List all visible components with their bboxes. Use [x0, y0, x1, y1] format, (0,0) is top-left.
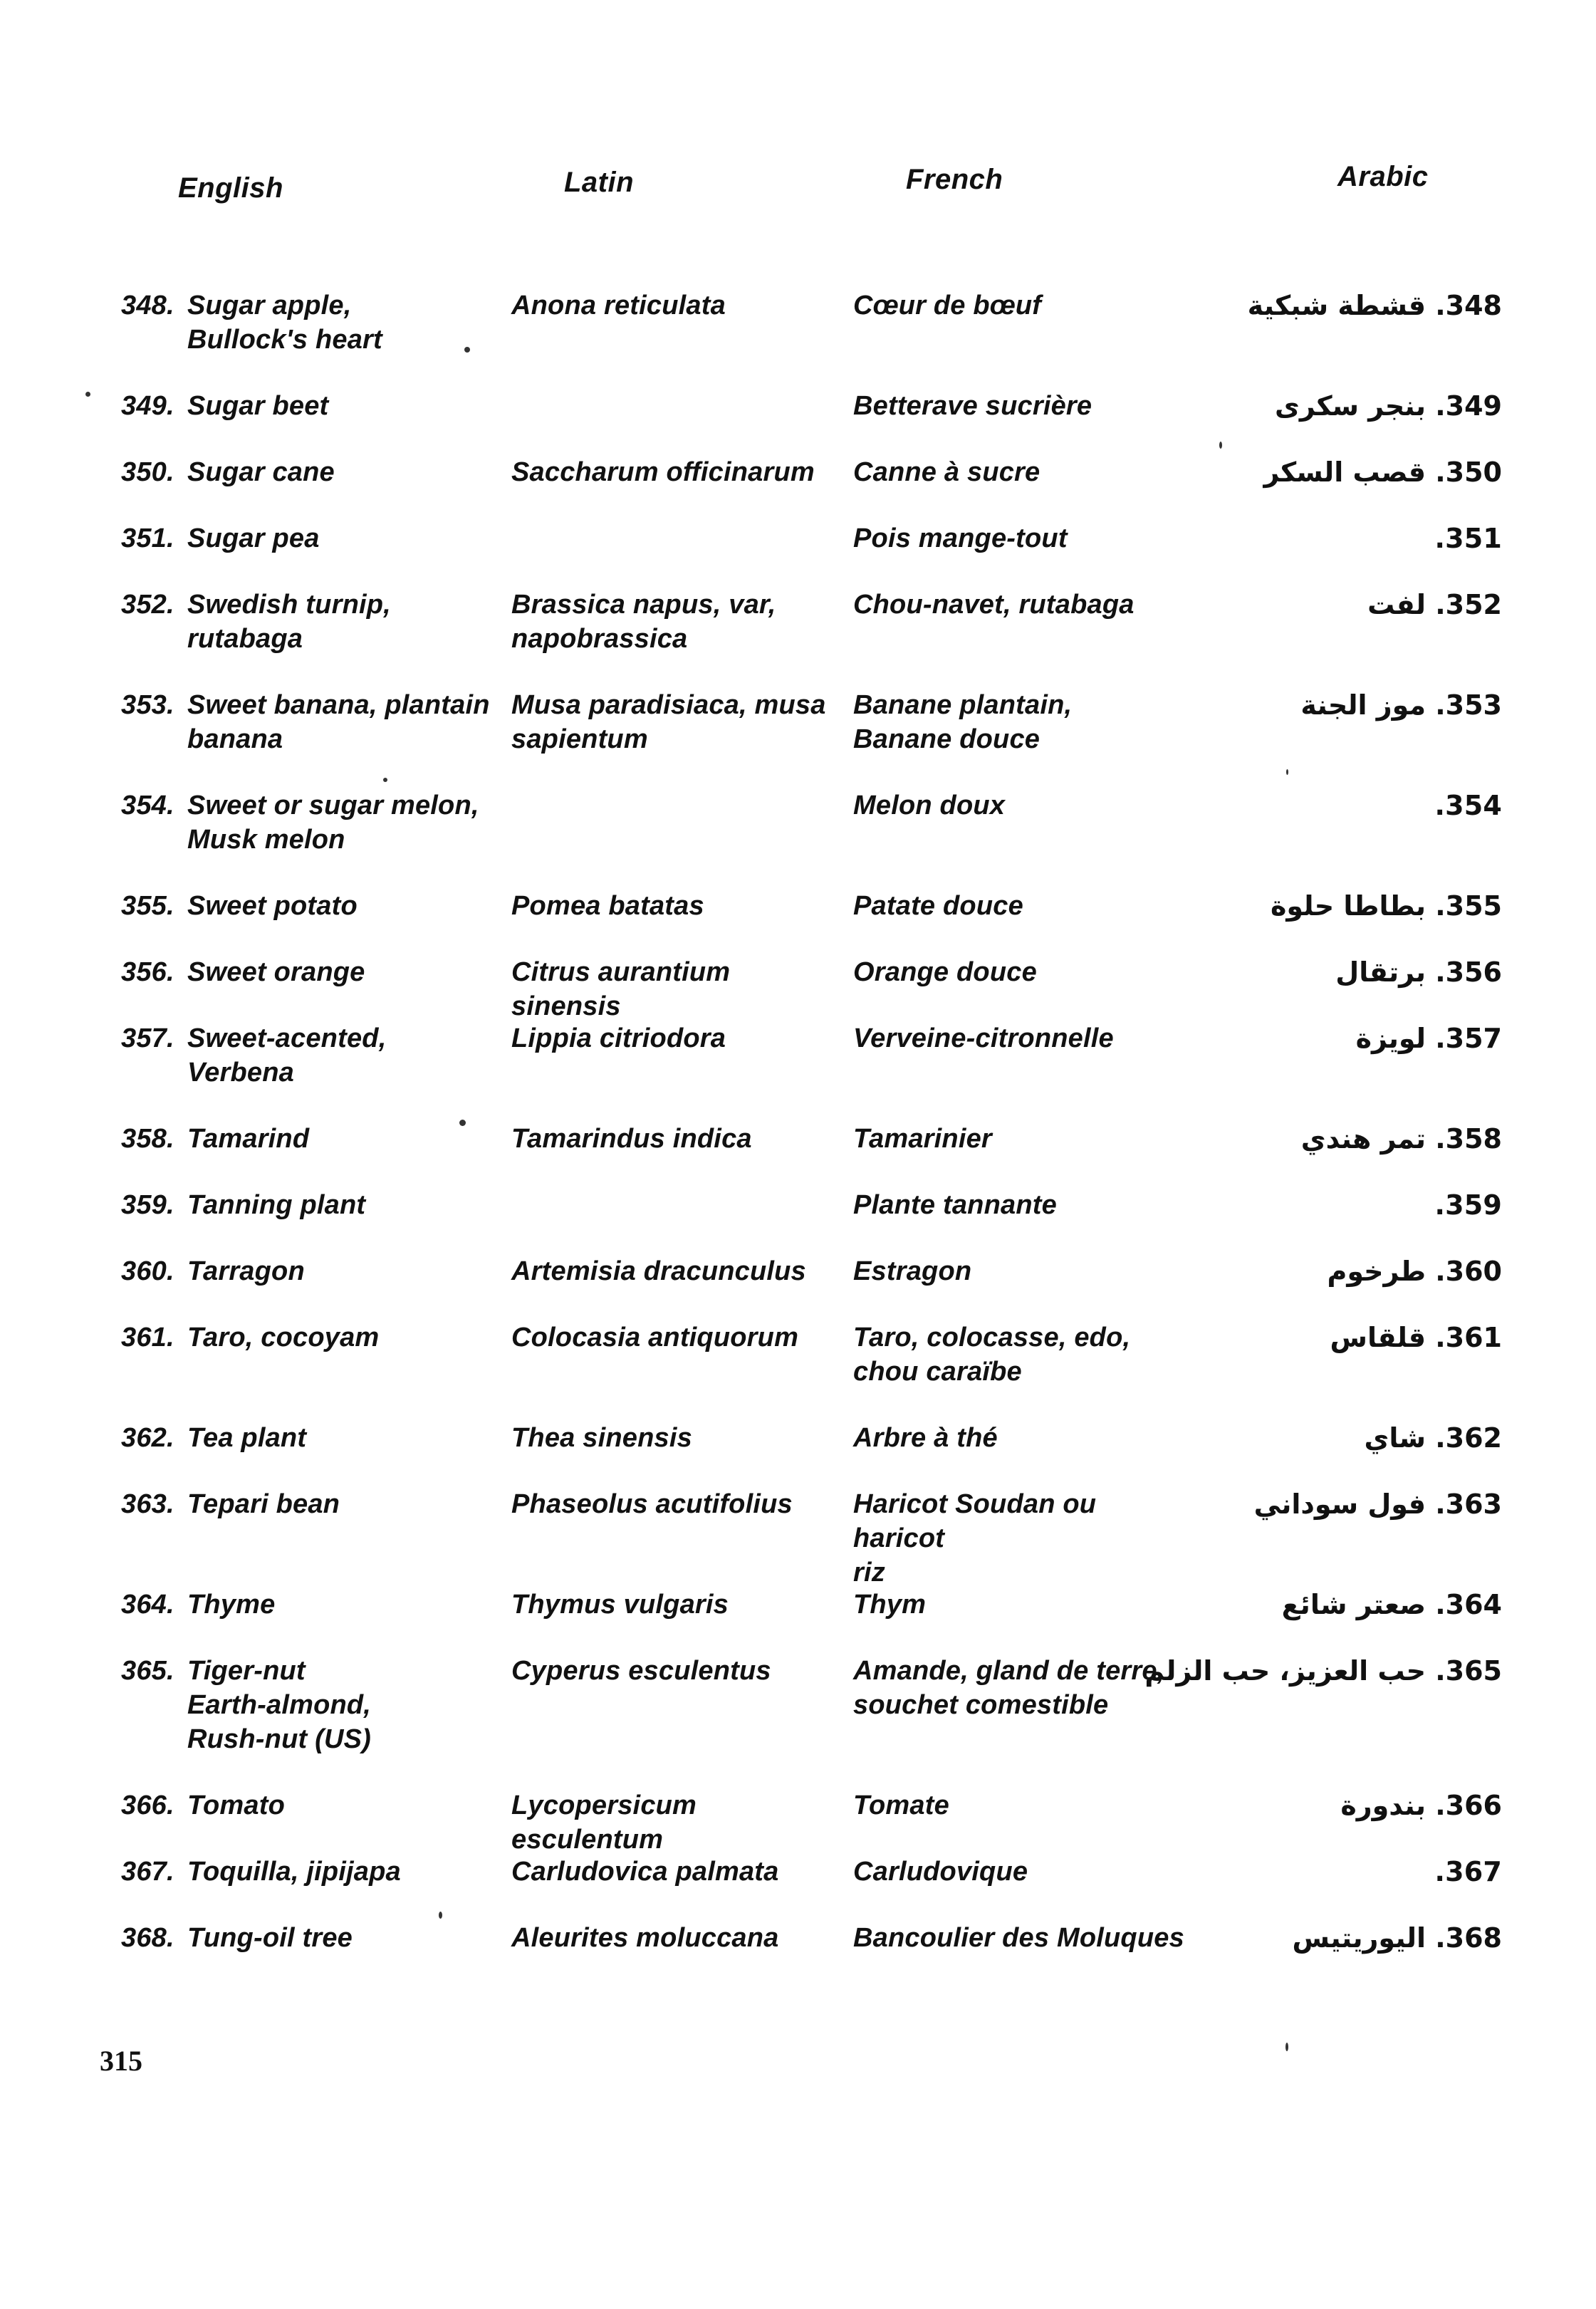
english-term [187, 1421, 501, 1455]
latin-term [511, 1654, 846, 1688]
arabic-term: 352. لفت [1367, 589, 1502, 620]
arabic-term: 368. اليوريتيس [1292, 1922, 1502, 1954]
english-term [187, 688, 501, 756]
latin-term-line: Lycopersicum esculentum [511, 1791, 697, 1855]
entry-number: 350. [121, 457, 174, 487]
latin-term [511, 1487, 846, 1521]
entry-number: 351. [121, 523, 174, 553]
french-term-line: Haricot Soudan ou haricot [853, 1489, 1097, 1553]
latin-term-line: Carludovica palmata [511, 1857, 779, 1887]
entry-number: 360. [121, 1256, 174, 1286]
english-term [187, 588, 501, 656]
french-term-line: Tamarinier [853, 1124, 992, 1154]
arabic-term: 358. تمر هندي [1300, 1123, 1502, 1154]
latin-term-line: Pomea batatas [511, 891, 704, 921]
entry-number: 352. [121, 590, 174, 620]
french-term-line: Pois mange-tout [853, 523, 1068, 553]
entry-number: 355. [121, 891, 174, 921]
arabic-term: 354. [1434, 790, 1502, 821]
english-term [187, 1654, 501, 1756]
french-term-line: souchet comestible [853, 1690, 1109, 1720]
latin-term-line: napobrassica [511, 624, 688, 654]
english-term-line: Tung-oil tree [187, 1923, 353, 1953]
latin-term-line: Artemisia dracunculus [511, 1256, 806, 1286]
english-term-line: Tepari bean [187, 1489, 340, 1519]
arabic-term: 363. فول سوداني [1253, 1489, 1502, 1520]
entry-number: 348. [121, 291, 174, 320]
header-latin: Latin [564, 167, 635, 198]
arabic-term: 367. [1434, 1856, 1502, 1887]
french-term-line: Betterave sucrière [853, 391, 1092, 421]
english-term-line: Sweet banana, plantain [187, 690, 490, 720]
french-term-line: Banane douce [853, 724, 1040, 754]
english-term-line: Tomato [187, 1791, 286, 1820]
french-term-line: Melon doux [853, 791, 1006, 820]
french-term-line: Tomate [853, 1791, 949, 1820]
entry-number: 356. [121, 957, 174, 987]
column-headers [0, 157, 1596, 204]
entry-number: 353. [121, 690, 174, 720]
english-term [187, 288, 501, 357]
latin-term-line: Citrus aurantium sinensis [511, 957, 731, 1021]
latin-term-line: Brassica napus, var, [511, 590, 776, 620]
arabic-term: 365. حب العزيز، حب الزلم [1144, 1655, 1502, 1687]
entry-number: 362. [121, 1423, 174, 1453]
french-term-line: Carludovique [853, 1857, 1028, 1887]
french-term-line: chou caraïbe [853, 1357, 1022, 1387]
french-term-line: Plante tannante [853, 1190, 1057, 1220]
english-term-line: Sugar beet [187, 391, 329, 421]
english-term-line: Sweet-acented, [187, 1023, 387, 1053]
english-term-line: Sweet or sugar melon, [187, 791, 479, 820]
english-term [187, 1487, 501, 1521]
french-term-line: Estragon [853, 1256, 972, 1286]
latin-term-line: Colocasia antiquorum [511, 1323, 799, 1352]
latin-term-line: Saccharum officinarum [511, 457, 815, 487]
latin-term-line: Lippia citriodora [511, 1023, 726, 1053]
english-term [187, 455, 501, 489]
arabic-term: 353. موز الجنة [1300, 689, 1502, 721]
latin-term [511, 688, 846, 756]
entry-number: 358. [121, 1124, 174, 1154]
latin-term [511, 1122, 846, 1156]
arabic-term: 366. بندورة [1340, 1790, 1502, 1821]
latin-term [511, 288, 846, 323]
english-term-line: Toquilla, jipijapa [187, 1857, 401, 1887]
latin-term [511, 1855, 846, 1889]
english-term [187, 1021, 501, 1090]
english-term [187, 1320, 501, 1355]
entry-number: 361. [121, 1323, 174, 1352]
english-term [187, 788, 501, 857]
french-term-line: Canne à sucre [853, 457, 1040, 487]
english-term-line: Verbena [187, 1058, 294, 1088]
scan-speck [383, 778, 387, 782]
english-term-line: Sugar pea [187, 523, 320, 553]
latin-term [511, 1788, 846, 1857]
latin-term-line: Phaseolus acutifolius [511, 1489, 793, 1519]
latin-term-line: Musa paradisiaca, musa [511, 690, 826, 720]
arabic-term: 351. [1434, 523, 1502, 554]
french-term-line: riz [853, 1558, 885, 1588]
scan-speck [85, 392, 90, 397]
english-term-line: Musk melon [187, 825, 345, 855]
english-term [187, 1254, 501, 1288]
arabic-term: 360. طرخوم [1327, 1256, 1502, 1287]
page-number: 315 [100, 2045, 142, 2077]
french-term-line: Cœur de bœuf [853, 291, 1042, 320]
english-term-line: Bullock's heart [187, 325, 382, 355]
entry-number: 366. [121, 1791, 174, 1820]
arabic-term: 348. قشطة شبكية [1247, 290, 1502, 321]
french-term-line: Arbre à thé [853, 1423, 998, 1453]
english-term-line: Taro, cocoyam [187, 1323, 380, 1352]
latin-term [511, 889, 846, 923]
latin-term-line: Aleurites moluccana [511, 1923, 779, 1953]
french-term-line: Orange douce [853, 957, 1037, 987]
latin-term-line: Tamarindus indica [511, 1124, 752, 1154]
latin-term [511, 1588, 846, 1622]
entry-number: 365. [121, 1656, 174, 1686]
english-term-line: Swedish turnip, [187, 590, 391, 620]
latin-term-line: Cyperus esculentus [511, 1656, 771, 1686]
english-term-line: Tiger-nut [187, 1656, 306, 1686]
latin-term [511, 588, 846, 656]
latin-term-line: Thymus vulgaris [511, 1590, 729, 1620]
english-term-line: Sugar apple, [187, 291, 352, 320]
entry-number: 359. [121, 1190, 174, 1220]
entry-number: 368. [121, 1923, 174, 1953]
english-term-line: Rush-nut (US) [187, 1724, 371, 1754]
scan-speck [1285, 2043, 1288, 2051]
latin-term [511, 1921, 846, 1955]
french-term-line: Banane plantain, [853, 690, 1073, 720]
english-term [187, 1855, 501, 1889]
english-term-line: rutabaga [187, 624, 303, 654]
arabic-term: 357. لويزة [1355, 1023, 1502, 1054]
header-arabic: Arabic [1337, 161, 1429, 192]
arabic-term: 350. قصب السكر [1263, 457, 1502, 488]
scan-speck [1286, 769, 1288, 775]
arabic-term: 355. بطاطا حلوة [1271, 890, 1502, 922]
entry-number: 354. [121, 791, 174, 820]
arabic-term: 362. شاي [1364, 1422, 1502, 1454]
scan-speck [464, 347, 470, 353]
latin-term-line: Thea sinensis [511, 1423, 692, 1453]
french-term-line: Bancoulier des Moluques [853, 1923, 1184, 1953]
entry-number: 357. [121, 1023, 174, 1053]
arabic-term: 361. قلقاس [1330, 1322, 1502, 1353]
english-term [187, 955, 501, 989]
arabic-term: 356. برتقال [1335, 957, 1502, 988]
entry-number: 367. [121, 1857, 174, 1887]
french-term-line: Verveine-citronnelle [853, 1023, 1114, 1053]
scan-speck [459, 1120, 466, 1126]
french-term-line: Chou-navet, rutabaga [853, 590, 1135, 620]
latin-term-line: sapientum [511, 724, 648, 754]
french-term-line: Amande, gland de terre, [853, 1656, 1165, 1686]
english-term [187, 521, 501, 556]
entry-number: 364. [121, 1590, 174, 1620]
header-english: English [178, 172, 283, 204]
english-term [187, 1788, 501, 1823]
arabic-term: 349. بنجر سكرى [1275, 390, 1502, 422]
english-term [187, 1122, 501, 1156]
arabic-term: 364. صعتر شائع [1281, 1589, 1502, 1620]
entry-number: 363. [121, 1489, 174, 1519]
english-term-line: Sweet potato [187, 891, 358, 921]
english-term-line: Thyme [187, 1590, 276, 1620]
english-term [187, 1921, 501, 1955]
english-term [187, 1588, 501, 1622]
english-term [187, 389, 501, 423]
english-term-line: Tarragon [187, 1256, 305, 1286]
scan-speck [439, 1912, 442, 1919]
english-term-line: Tea plant [187, 1423, 307, 1453]
french-term-line: Thym [853, 1590, 927, 1620]
latin-term [511, 955, 846, 1023]
english-term-line: Sweet orange [187, 957, 365, 987]
latin-term [511, 1254, 846, 1288]
english-term [187, 889, 501, 923]
english-term [187, 1188, 501, 1222]
latin-term [511, 1421, 846, 1455]
latin-term [511, 1320, 846, 1355]
arabic-term: 359. [1434, 1189, 1502, 1221]
latin-term [511, 455, 846, 489]
english-term-line: Sugar cane [187, 457, 335, 487]
english-term-line: Earth-almond, [187, 1690, 372, 1720]
entry-number: 349. [121, 391, 174, 421]
header-french: French [906, 164, 1003, 195]
french-term-line: Taro, colocasse, edo, [853, 1323, 1131, 1352]
scan-speck [1219, 442, 1222, 449]
latin-term-line: Anona reticulata [511, 291, 726, 320]
english-term-line: Tamarind [187, 1124, 310, 1154]
latin-term [511, 1021, 846, 1056]
english-term-line: Tanning plant [187, 1190, 366, 1220]
english-term-line: banana [187, 724, 283, 754]
french-term-line: Patate douce [853, 891, 1023, 921]
